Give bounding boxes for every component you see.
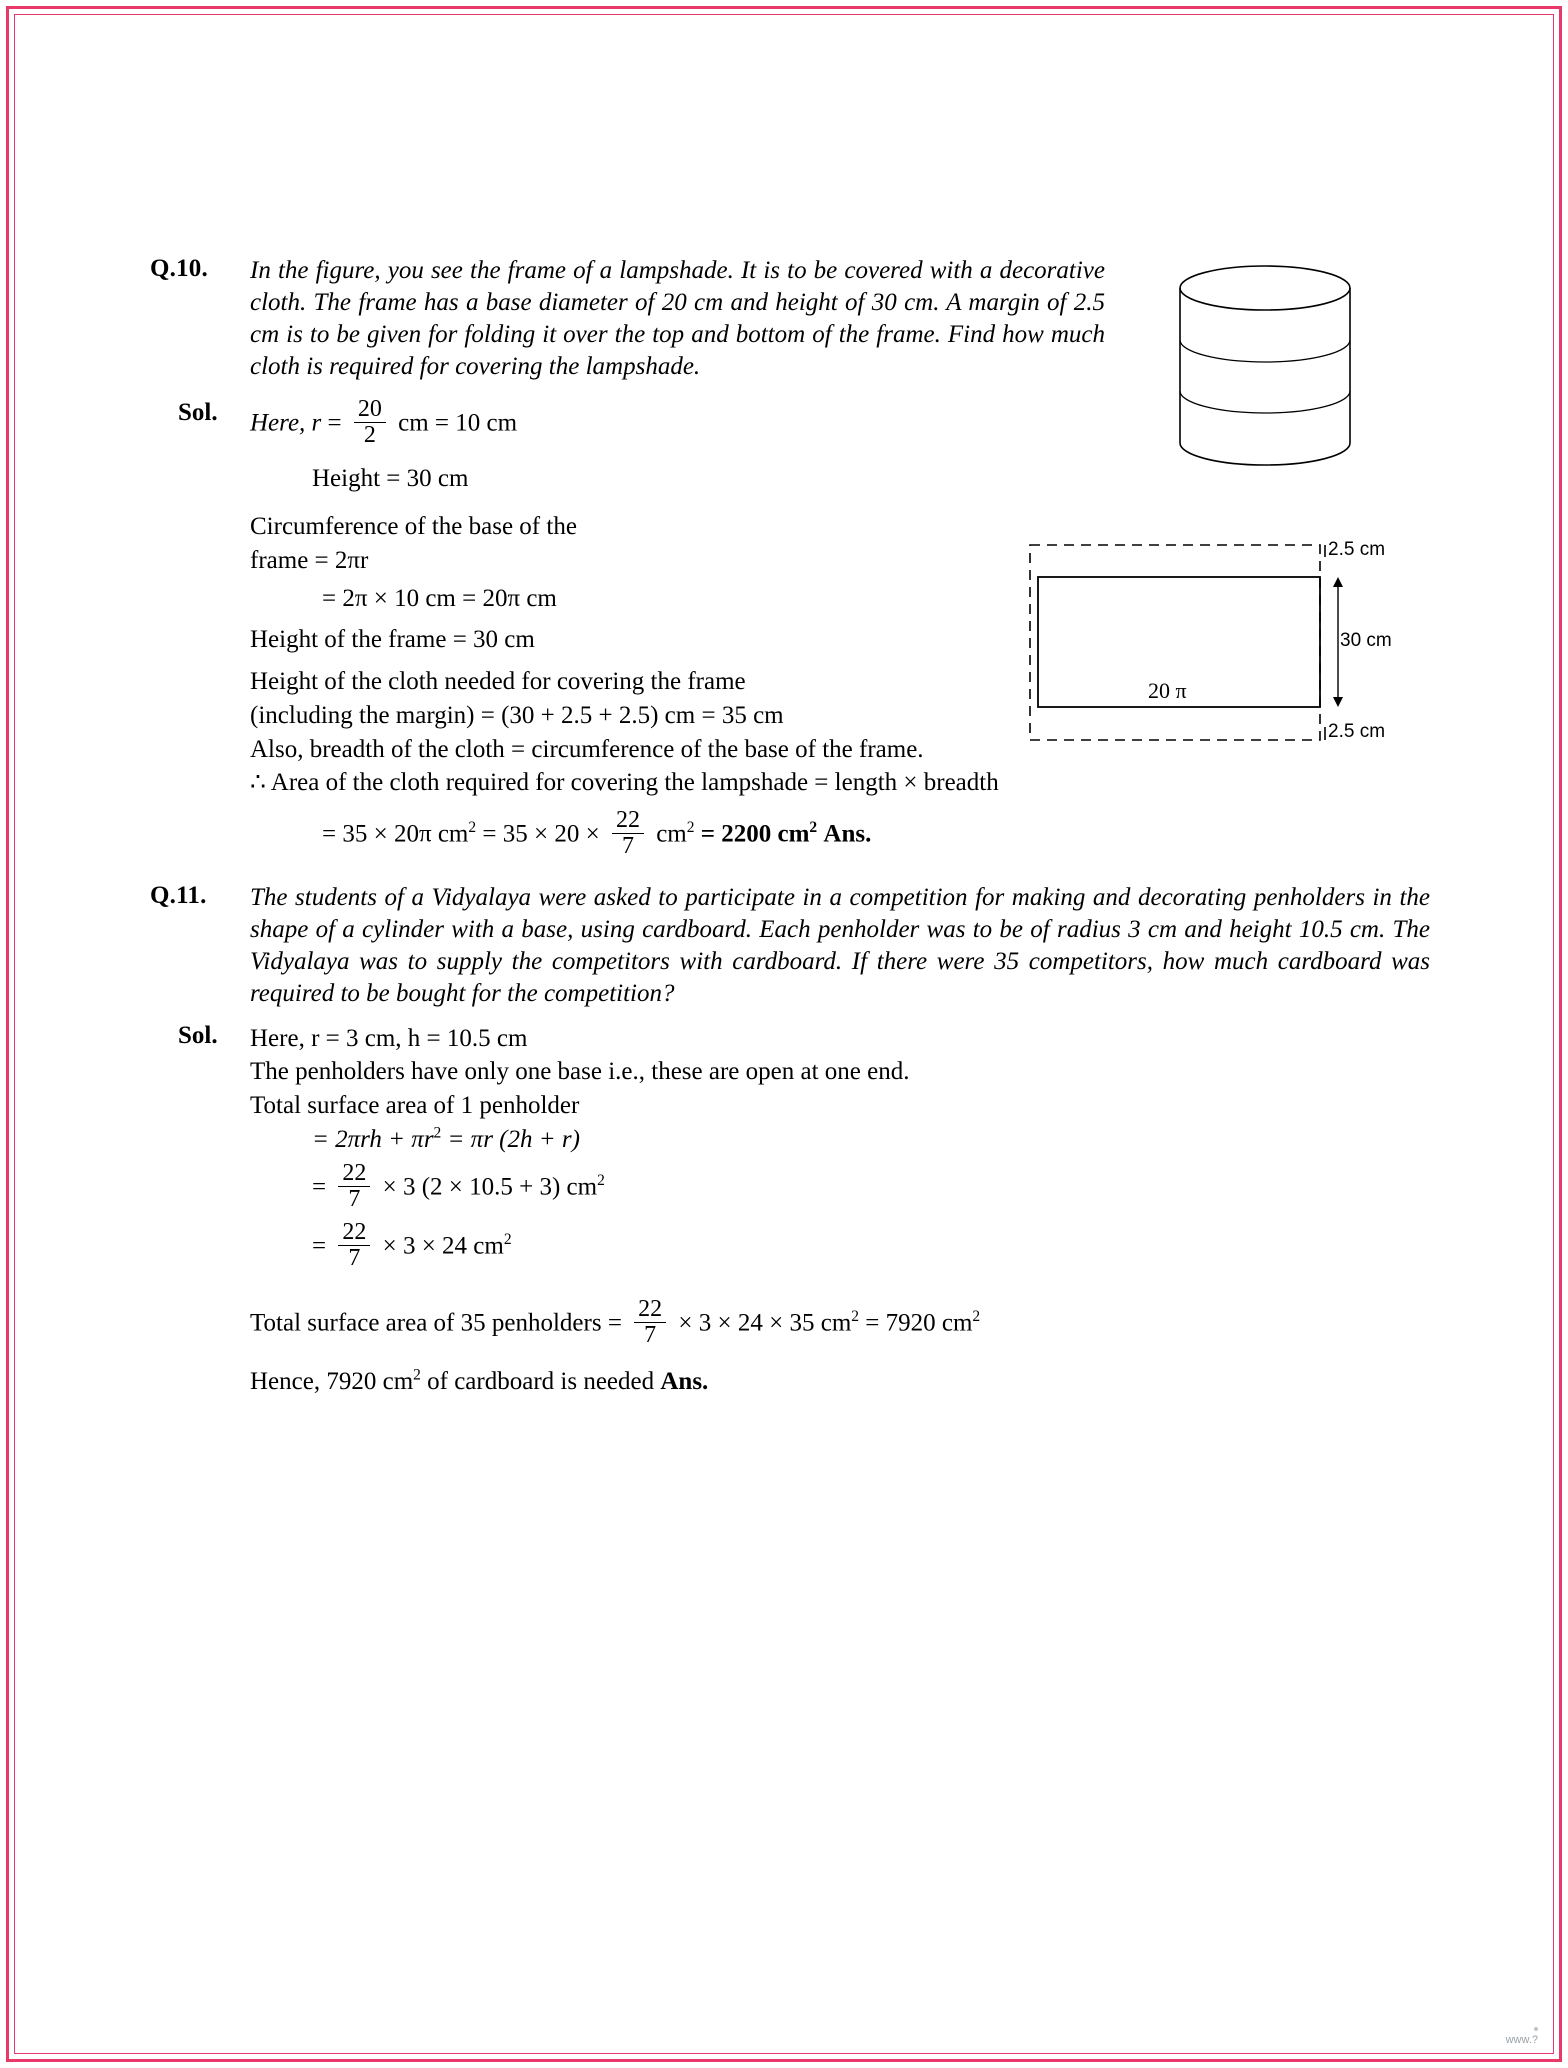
sup-2-i: 2 (413, 1366, 421, 1384)
solution-11 (150, 1022, 1430, 1399)
solution-10-line-7: Height of the cloth needed for covering the frame (250, 668, 746, 696)
sup-2-c: 2 (809, 819, 818, 837)
sup-2-b: 2 (686, 819, 695, 837)
question-10-text: In the figure, you see the frame of a lampshade. It is to be covered with a decorative cloth. The frame has a base diameter of 20 cm and height of 30 cm. A margin of 2.5 cm is to be given for folding it over the top and bottom of the frame. Find how much cloth is required for covering the lampshade. (250, 257, 1105, 380)
document-content (150, 255, 1430, 1398)
sol11-tsa-a: = 2πrh + πr (312, 1125, 434, 1153)
question-11-number: Q.11. (150, 881, 207, 909)
sol11-tsa-b: = πr (2h + r) (447, 1125, 580, 1153)
solution-11-line-1: Here, r = 3 cm, h = 10.5 cm (250, 1024, 528, 1052)
sol10-eq1: = (327, 409, 342, 437)
sup-2-f: 2 (503, 1230, 512, 1248)
solution-10-line-2: Height = 30 cm (312, 465, 469, 493)
fraction-numerator: 20 (357, 396, 382, 422)
sol10-answer: = 2200 cm (700, 820, 810, 848)
solution-10-line-4: frame = 2πr (250, 546, 369, 574)
sol11-total-c: = 7920 cm (865, 1309, 973, 1337)
solution-10 (150, 396, 1430, 862)
fraction-denominator: 7 (338, 1186, 370, 1212)
question-10 (150, 255, 1430, 383)
sol11-hence-b: of cardboard is needed (427, 1367, 655, 1395)
question-11-text: The students of a Vidyalaya were asked to participate in a competition for making and decorating penholders in the shape of a cylinder with a base, using cardboard. Each penholder was to be of radius 3 cm and height 10.5 cm. The Vidyalaya was to supply the competitors with cardboard. If there were 35 competitors, how much cardboard was required to be bought for the competition? (250, 883, 1430, 1007)
solution-11-line-8 (250, 1365, 1430, 1399)
question-10-number: Q.10. (150, 255, 208, 282)
fraction-denominator: 2 (354, 422, 386, 448)
solution-10-line-9: Also, breadth of the cloth = circumference of the base of the frame. (250, 735, 924, 763)
fraction-20-over-2 (354, 397, 386, 448)
fraction-numerator: 22 (638, 1296, 663, 1323)
sol11-answer-word: Ans. (660, 1367, 709, 1395)
sol11-hence-a: Hence, 7920 cm (250, 1367, 414, 1395)
fraction-numerator: 22 (615, 807, 640, 834)
solution-10-label: Sol. (178, 399, 218, 426)
solution-10-line-1 (250, 396, 1430, 450)
solution-11-line-6 (250, 1218, 1430, 1273)
solution-10-line-10: ∴ Area of the cloth required for covering the lampshade = length × breadth (250, 769, 999, 797)
sol10-here: Here, r (250, 409, 322, 437)
label-top-margin: 2.5 cm (1328, 539, 1386, 560)
solution-11-line-4 (250, 1123, 1430, 1157)
watermark-text: www.? (1505, 2034, 1538, 2046)
sup-2-a: 2 (468, 819, 477, 837)
solution-11-line-3: Total surface area of 1 penholder (250, 1092, 580, 1119)
sol11-eq-b: = (312, 1232, 327, 1260)
sup-2-g: 2 (851, 1308, 860, 1326)
label-bottom-margin: 2.5 cm (1328, 721, 1386, 742)
solution-10-line-5: = 2π × 10 cm = 20π cm (322, 584, 557, 612)
fraction-denominator: 7 (612, 833, 644, 859)
sol10-answer-word: Ans. (823, 820, 872, 848)
fraction-denominator: 7 (338, 1245, 370, 1271)
sup-2-e: 2 (597, 1171, 605, 1189)
sol11-expr-a: × 3 (2 × 10.5 + 3) cm (382, 1172, 598, 1200)
solution-10-line-8: (including the margin) = (30 + 2.5 + 2.5) cm = 35 cm (250, 701, 784, 729)
question-11 (150, 882, 1430, 1010)
sol11-eq-a: = (312, 1172, 327, 1200)
sup-2-d: 2 (433, 1124, 442, 1142)
sol10-area-b: = 35 × 20 × (482, 820, 600, 848)
fraction-numerator: 22 (342, 1218, 367, 1245)
fraction-22-over-7-a (612, 808, 644, 859)
sol10-area-c: cm (656, 820, 687, 848)
fraction-22-over-7-b (338, 1161, 370, 1212)
solution-11-line-5 (250, 1159, 1430, 1214)
sol11-total-b: × 3 × 24 × 35 cm (678, 1309, 852, 1337)
fraction-22-over-7-d (634, 1297, 666, 1348)
solution-11-line-2: The penholders have only one base i.e., these are open at one end. (250, 1058, 910, 1086)
sol11-expr-b: × 3 × 24 cm (382, 1232, 504, 1260)
sup-2-h: 2 (972, 1308, 981, 1326)
solution-10-line-3: Circumference of the base of the (250, 513, 577, 541)
fraction-22-over-7-c (338, 1220, 370, 1271)
page-watermark (1506, 2027, 1538, 2046)
watermark-dot-icon (1534, 2027, 1538, 2031)
solution-11-label: Sol. (178, 1021, 218, 1049)
solution-10-line-6: Height of the frame = 30 cm (250, 626, 535, 654)
sol10-result1: cm = 10 cm (398, 409, 518, 437)
solution-10-line-11 (250, 807, 1430, 861)
sol11-total-a: Total surface area of 35 penholders = (250, 1309, 622, 1337)
label-height: 30 cm (1340, 630, 1392, 651)
solution-11-line-7 (250, 1296, 1430, 1350)
fraction-denominator: 7 (634, 1322, 666, 1348)
label-width: 20 π (1148, 678, 1187, 703)
fraction-numerator: 22 (342, 1159, 367, 1186)
sol10-area-a: = 35 × 20π cm (322, 820, 469, 848)
